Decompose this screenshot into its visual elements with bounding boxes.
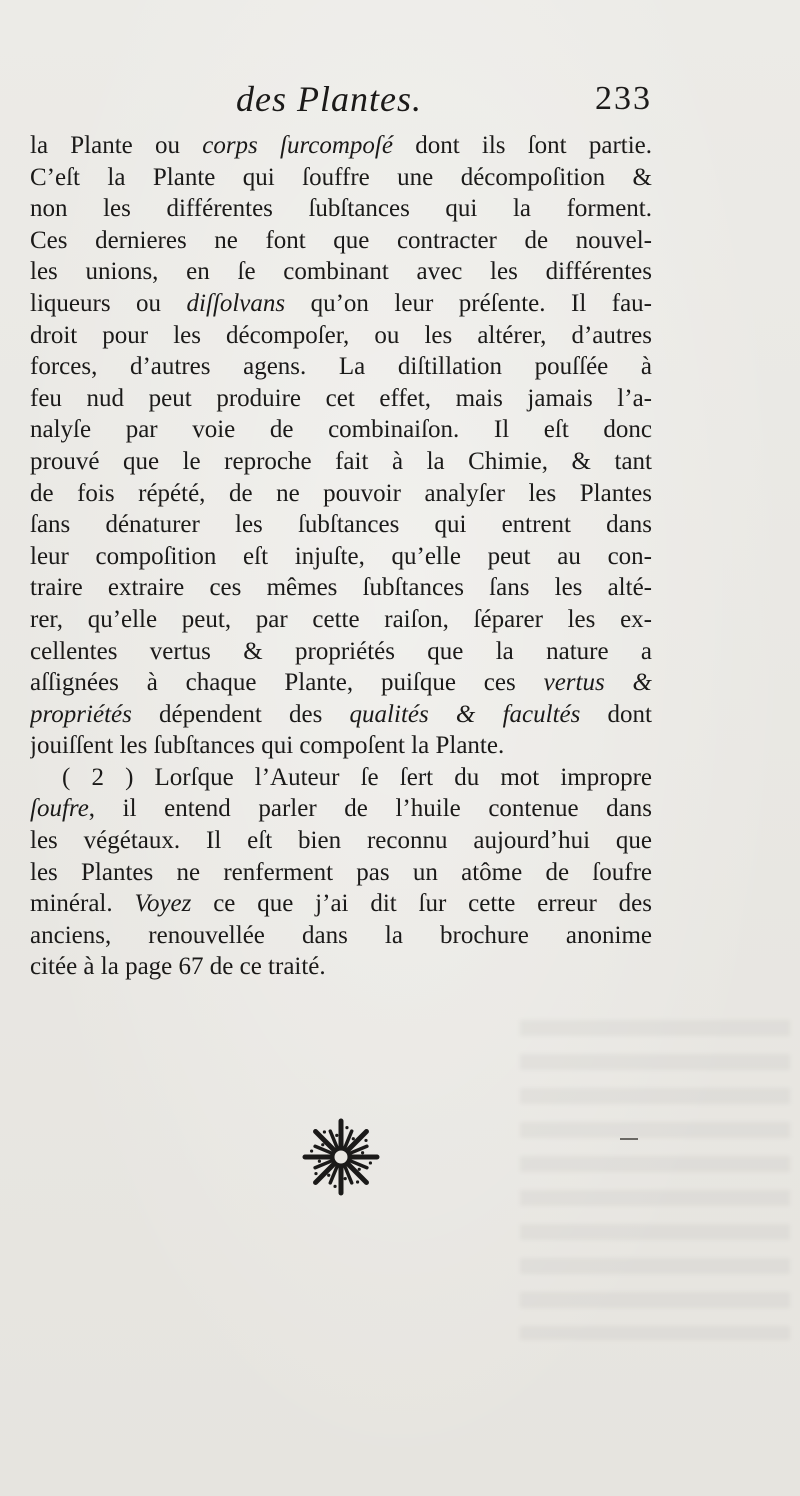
ornament-dot <box>323 1130 326 1133</box>
text-run: , il entend parler de l’huile contenue dans <box>88 795 652 823</box>
text-run: minéral. <box>30 890 135 918</box>
text-run: feu nud peut produire cet effet, mais jamais l’a- <box>30 384 652 412</box>
text-line <box>30 383 652 415</box>
text-line <box>30 825 652 857</box>
text-line <box>30 920 652 952</box>
text-line <box>30 414 652 446</box>
text-run: ſans dénaturer les ſubſtances qui entrent dans <box>30 511 652 539</box>
text-line <box>30 857 652 889</box>
ornament-dot <box>364 1139 367 1142</box>
text-run: les unions, en ſe combinant avec les différentes <box>30 258 652 286</box>
ornament-dot <box>345 1126 348 1129</box>
italic-phrase: Voyez <box>134 890 192 918</box>
text-run: forces, d’autres agens. La diſtillation pouſſée à <box>30 353 652 381</box>
ornament-dot <box>344 1177 347 1180</box>
text-run: dont <box>580 700 652 728</box>
fleuron-ornament-icon <box>296 1112 386 1202</box>
text-line <box>30 636 652 668</box>
text-run: citée à la page 67 de ce traité. <box>30 953 326 981</box>
text-run: dépendent des <box>131 700 350 728</box>
text-run: traire extraire ces mêmes ſubſtances ſans les alté- <box>30 574 652 602</box>
italic-phrase: qualités & facultés <box>349 700 581 728</box>
italic-phrase: propriétés <box>30 700 132 728</box>
ornament-dot <box>333 1185 336 1188</box>
ornament-dot <box>352 1137 355 1140</box>
body-text <box>30 130 652 983</box>
text-run: de fois répété, de ne pouvoir analyſer les Plantes <box>30 479 652 507</box>
text-run: droit pour les décompoſer, ou les altérer, d’autres <box>30 321 652 349</box>
text-run: nalyſe par voie de combinaiſon. Il eſt donc <box>30 416 652 444</box>
margin-mark <box>620 1138 638 1140</box>
page-number: 233 <box>595 80 652 117</box>
text-run: qu’on leur préſente. Il fau- <box>285 289 652 317</box>
text-run: prouvé que le reproche fait à la Chimie, & tant <box>30 447 652 475</box>
ornament-dot <box>335 1134 338 1137</box>
text-line <box>30 667 652 699</box>
text-line <box>30 572 652 604</box>
text-run: dont ils ſont partie. <box>392 132 652 159</box>
running-title: des Plantes. <box>236 79 422 119</box>
ornament-dot <box>358 1168 361 1171</box>
text-line <box>30 320 652 352</box>
text-run: anciens, renouvellée dans la brochure anonime <box>30 921 652 949</box>
text-line <box>30 193 652 225</box>
text-run: la Plante ou <box>30 132 203 159</box>
text-run: Ces dernieres ne font que contracter de nouvel- <box>30 226 652 254</box>
text-line <box>30 351 652 383</box>
text-run: non les différentes ſubſtances qui la forment. <box>30 195 652 223</box>
text-run: ce que j’ai dit ſur cette erreur des <box>191 890 652 918</box>
text-run: ( 2 ) Lorſque l’Auteur ſe ſert du mot impropre <box>62 763 652 791</box>
text-run: leur compoſition eſt injuſte, qu’elle peut au con- <box>30 542 652 570</box>
text-run: aſſignées à chaque Plante, puiſque ces <box>30 669 544 697</box>
text-line <box>30 541 652 573</box>
text-run: rer, qu’elle peut, par cette raiſon, ſéparer les ex- <box>30 605 652 633</box>
text-line <box>30 604 652 636</box>
text-line <box>30 130 652 162</box>
text-run: jouiſſent les ſubſtances qui compoſent la Plante. <box>30 732 505 760</box>
text-line <box>30 762 652 794</box>
text-line <box>30 478 652 510</box>
ornament-dot <box>310 1149 313 1152</box>
text-line <box>30 951 652 983</box>
ornament-center <box>333 1149 349 1165</box>
text-run: les végétaux. Il eſt bien reconnu aujourd’hui que <box>30 827 652 855</box>
ornament-dot <box>356 1180 359 1183</box>
text-line <box>30 162 652 194</box>
italic-phrase: corps ſurcompoſé <box>202 132 393 159</box>
text-line <box>30 888 652 920</box>
text-run: liqueurs ou <box>30 289 187 317</box>
text-line <box>30 256 652 288</box>
ornament-dot <box>369 1161 372 1164</box>
ornament-dot <box>321 1143 324 1146</box>
text-run: cellentes vertus & propriétés que la nature a <box>30 637 652 665</box>
text-line <box>30 793 652 825</box>
ornament-dot <box>314 1172 317 1175</box>
show-through-text <box>520 1020 790 1340</box>
text-line <box>30 509 652 541</box>
italic-phrase: ſoufre <box>30 795 89 823</box>
italic-phrase: diſſolvans <box>186 289 286 317</box>
text-line <box>30 730 652 762</box>
text-run: les Plantes ne renferment pas un atôme de ſoufre <box>30 858 652 886</box>
running-head <box>0 78 800 122</box>
ornament-dot <box>361 1151 364 1154</box>
text-line <box>30 699 652 731</box>
ornament-dot <box>318 1160 321 1163</box>
text-line <box>30 446 652 478</box>
text-line <box>30 288 652 320</box>
text-line <box>30 225 652 257</box>
text-run: C’eſt la Plante qui ſouffre une décompoſition & <box>30 163 652 191</box>
ornament-dot <box>327 1174 330 1177</box>
italic-phrase: vertus & <box>543 669 652 697</box>
